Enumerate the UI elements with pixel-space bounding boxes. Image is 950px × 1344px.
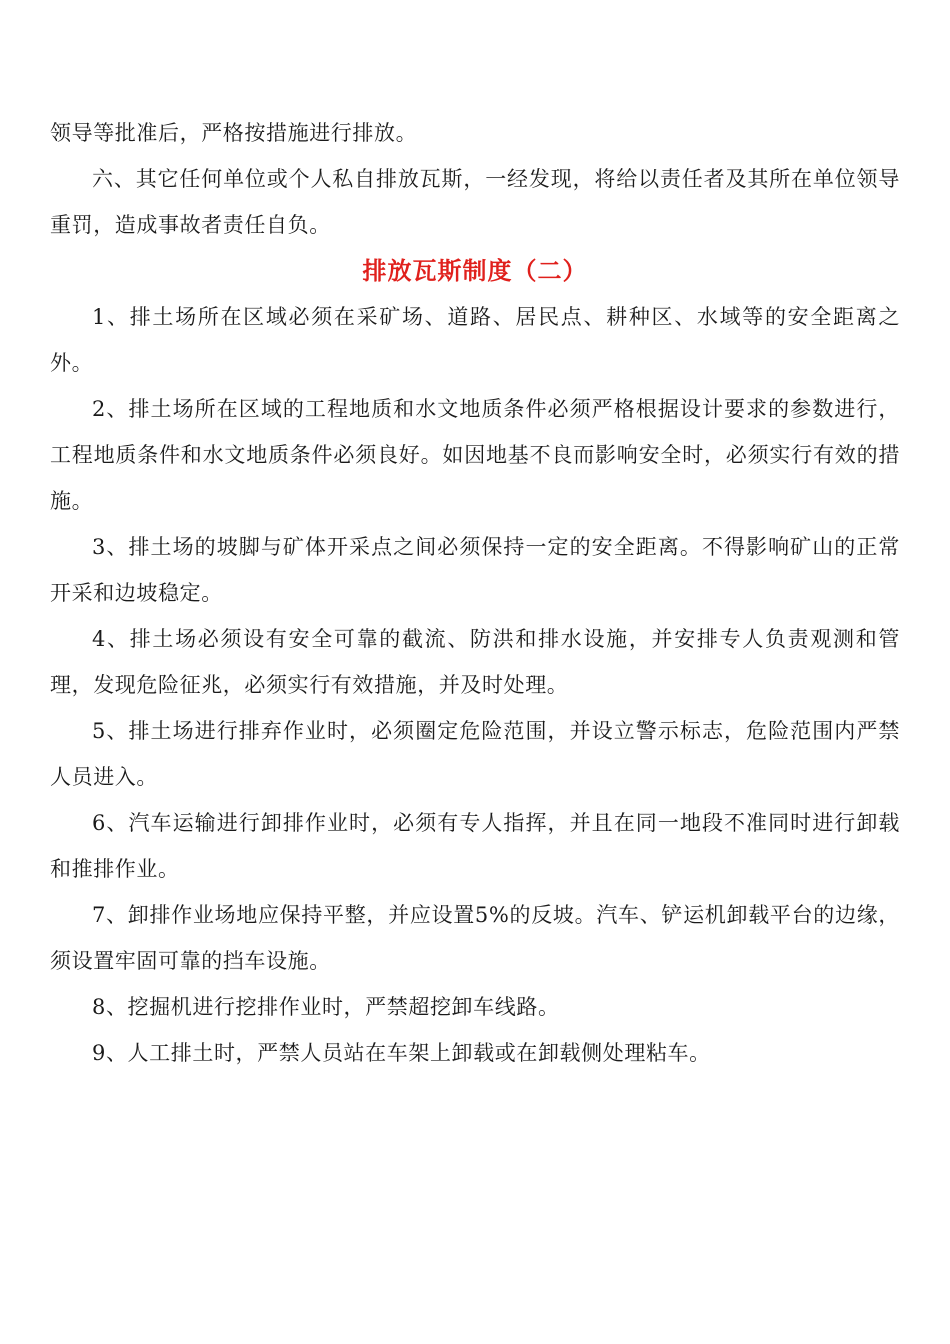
list-item-5: 5、排土场进行排弃作业时，必须圈定危险范围，并设立警示标志，危险范围内严禁人员进入。 [50,719,900,789]
list-item-7: 7、卸排作业场地应保持平整，并应设置5%的反坡。汽车、铲运机卸载平台的边缘，须设置牢固可靠的挡车设施。 [50,903,900,973]
document-page [50,110,900,1076]
section-title: 排放瓦斯制度（二） [362,256,588,285]
list-item-8: 8、挖掘机进行挖排作业时，严禁超挖卸车线路。 [92,995,560,1019]
clause-six-paragraph: 六、其它任何单位或个人私自排放瓦斯，一经发现，将给以责任者及其所在单位领导重罚，造成事故者责任自负。 [50,167,900,237]
list-item-9: 9、人工排土时，严禁人员站在车架上卸载或在卸载侧处理粘车。 [92,1041,711,1065]
list-item-1: 1、排土场所在区域必须在采矿场、道路、居民点、耕种区、水域等的安全距离之外。 [50,305,900,375]
list-item-4: 4、排土场必须设有安全可靠的截流、防洪和排水设施，并安排专人负责观测和管理，发现危险征兆，必须实行有效措施，并及时处理。 [50,627,900,697]
list-item-3: 3、排土场的坡脚与矿体开采点之间必须保持一定的安全距离。不得影响矿山的正常开采和边坡稳定。 [50,535,900,605]
list-item-6: 6、汽车运输进行卸排作业时，必须有专人指挥，并且在同一地段不准同时进行卸载和推排作业。 [50,811,900,881]
continuation-paragraph: 领导等批准后，严格按措施进行排放。 [50,121,418,145]
list-item-2: 2、排土场所在区域的工程地质和水文地质条件必须严格根据设计要求的参数进行，工程地质条件和水文地质条件必须良好。如因地基不良而影响安全时，必须实行有效的措施。 [50,397,900,513]
